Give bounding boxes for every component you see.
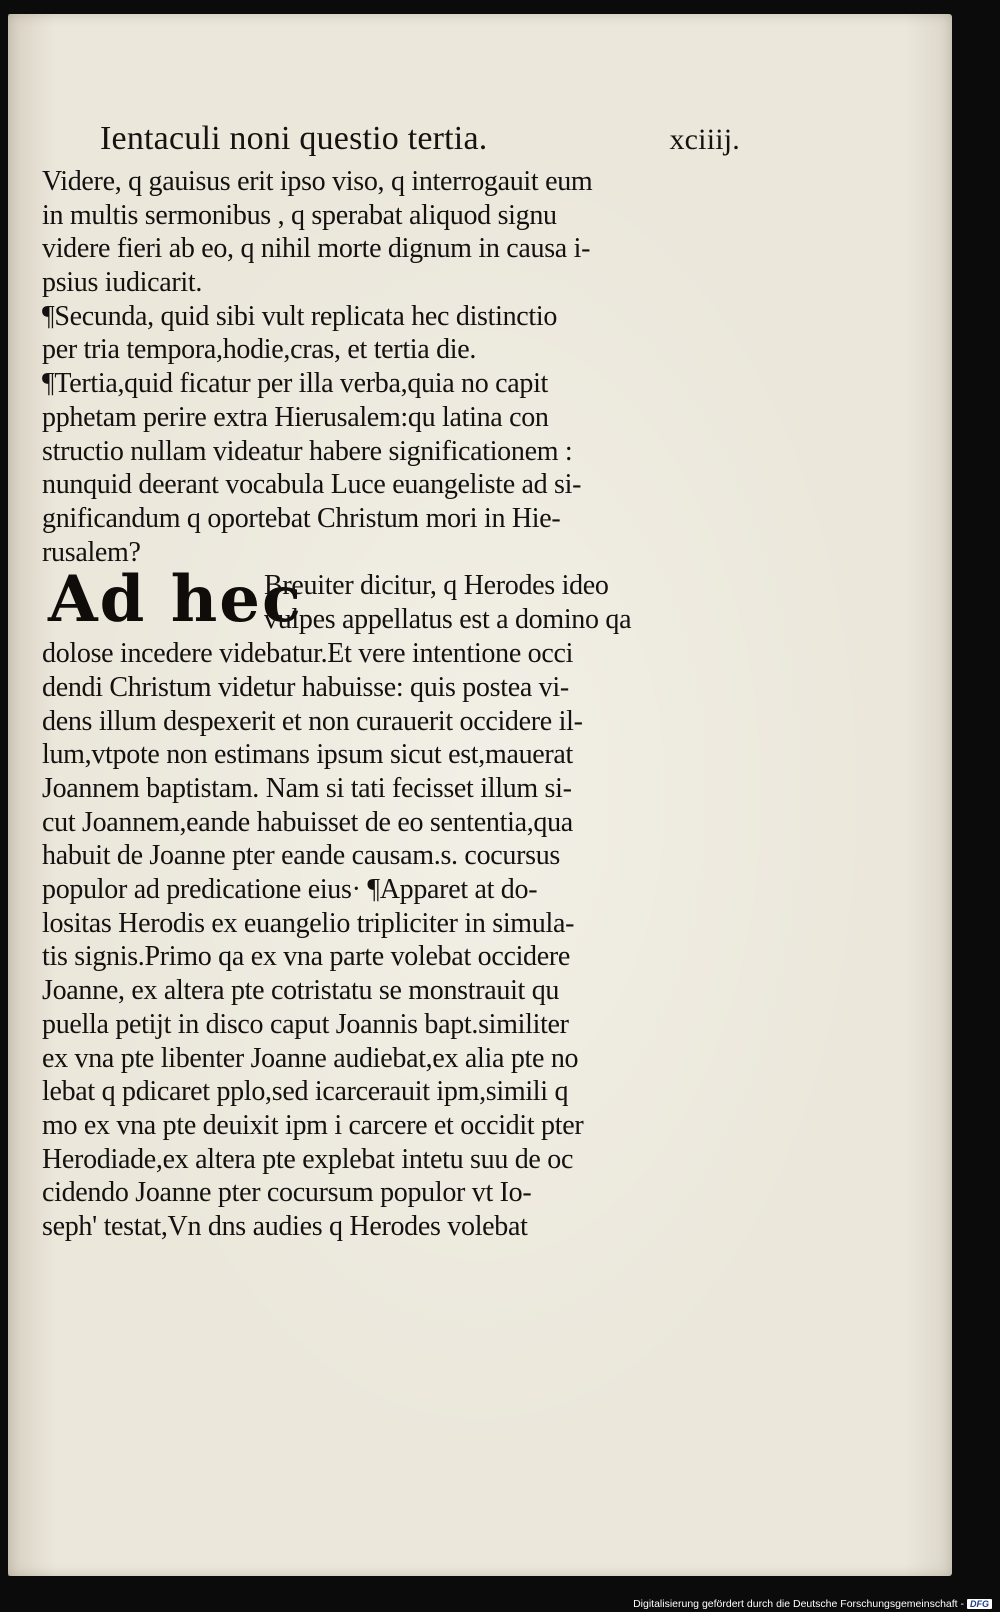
text-line: cidendo Joanne pter cocursum populor vt Io- xyxy=(42,1177,532,1209)
text-line: in multis sermonibus , q sperabat aliquod signu xyxy=(42,199,557,231)
main-text-block xyxy=(42,165,754,1244)
text-line: Herodiade,ex altera pte explebat intetu suu de oc xyxy=(42,1143,574,1175)
digitization-credit xyxy=(633,1598,992,1610)
text-line: cut Joannem,eande habuisset de eo sententia,qua xyxy=(42,806,573,838)
text-line: populor ad predicatione eius· ¶Apparet at do- xyxy=(42,874,538,906)
text-line: lum,vtpote non estimans ipsum sicut est,mauerat xyxy=(42,739,574,771)
text-section-bottom xyxy=(42,637,754,1243)
text-line: per tria tempora,hodie,cras, et tertia die. xyxy=(42,334,477,366)
text-line: Videre, q gauisus erit ipso viso, q interrogauit eum xyxy=(42,166,593,197)
running-header xyxy=(100,120,740,158)
indented-lines xyxy=(264,569,631,636)
text-line: ¶Secunda, quid sibi vult replicata hec distinctio xyxy=(42,300,558,332)
text-line: tis signis.Primo qa ex vna parte volebat occidere xyxy=(42,941,571,973)
text-line: vulpes appellatus est a domino qa xyxy=(264,603,632,635)
text-line: habuit de Joanne pter eande causam.s. cocursus xyxy=(42,840,561,872)
text-line: gnificandum q oportebat Christum mori in Hie- xyxy=(42,502,561,534)
text-line: ex vna pte libenter Joanne audiebat,ex alia pte no xyxy=(42,1042,579,1074)
text-line: dens illum despexerit et non curauerit occidere il- xyxy=(42,705,583,737)
text-line: seph' testat,Vn dns audies q Herodes volebat xyxy=(42,1210,528,1242)
text-line: nunquid deerant vocabula Luce euangeliste ad si- xyxy=(42,469,582,501)
decorated-initial: Ad hec xyxy=(48,562,303,638)
text-line: pphetam perire extra Hierusalem:qu latina con xyxy=(42,401,549,433)
text-line: Joanne, ex altera pte cotristatu se monstrauit qu xyxy=(42,975,560,1007)
text-line: psius iudicarit. xyxy=(42,267,203,299)
text-line: lebat q pdicaret pplo,sed icarcerauit ipm,simili q xyxy=(42,1076,569,1108)
text-line: dendi Christum videtur habuisse: quis postea vi- xyxy=(42,671,569,703)
text-line: puella petijt in disco caput Joannis bapt.similiter xyxy=(42,1008,569,1040)
text-section-top xyxy=(42,165,754,569)
text-line: videre fieri ab eo, q nihil morte dignum in causa i- xyxy=(42,233,591,265)
text-line: structio nullam videatur habere significationem : xyxy=(42,435,573,467)
folio-number: xciiij. xyxy=(669,123,740,156)
text-line: Breuiter dicitur, q Herodes ideo xyxy=(264,570,609,602)
text-line: rusalem? xyxy=(42,536,141,568)
running-title: Ientaculi noni questio tertia. xyxy=(100,120,488,157)
text-line: lositas Herodis ex euangelio tripliciter in simula- xyxy=(42,907,575,939)
section-opening xyxy=(42,562,754,638)
text-line: mo ex vna pte deuixit ipm i carcere et occidit pter xyxy=(42,1109,584,1141)
text-line: Joannem baptistam. Nam si tati fecisset illum si- xyxy=(42,773,572,804)
text-line: ¶Tertia,quid ficatur per illa verba,quia no capit xyxy=(42,368,549,400)
credit-text: Digitalisierung gefördert durch die Deutsche Forschungsgemeinschaft - xyxy=(633,1598,964,1610)
text-line: dolose incedere videbatur.Et vere intentione occi xyxy=(42,638,574,670)
dfg-logo: DFG xyxy=(967,1599,992,1609)
